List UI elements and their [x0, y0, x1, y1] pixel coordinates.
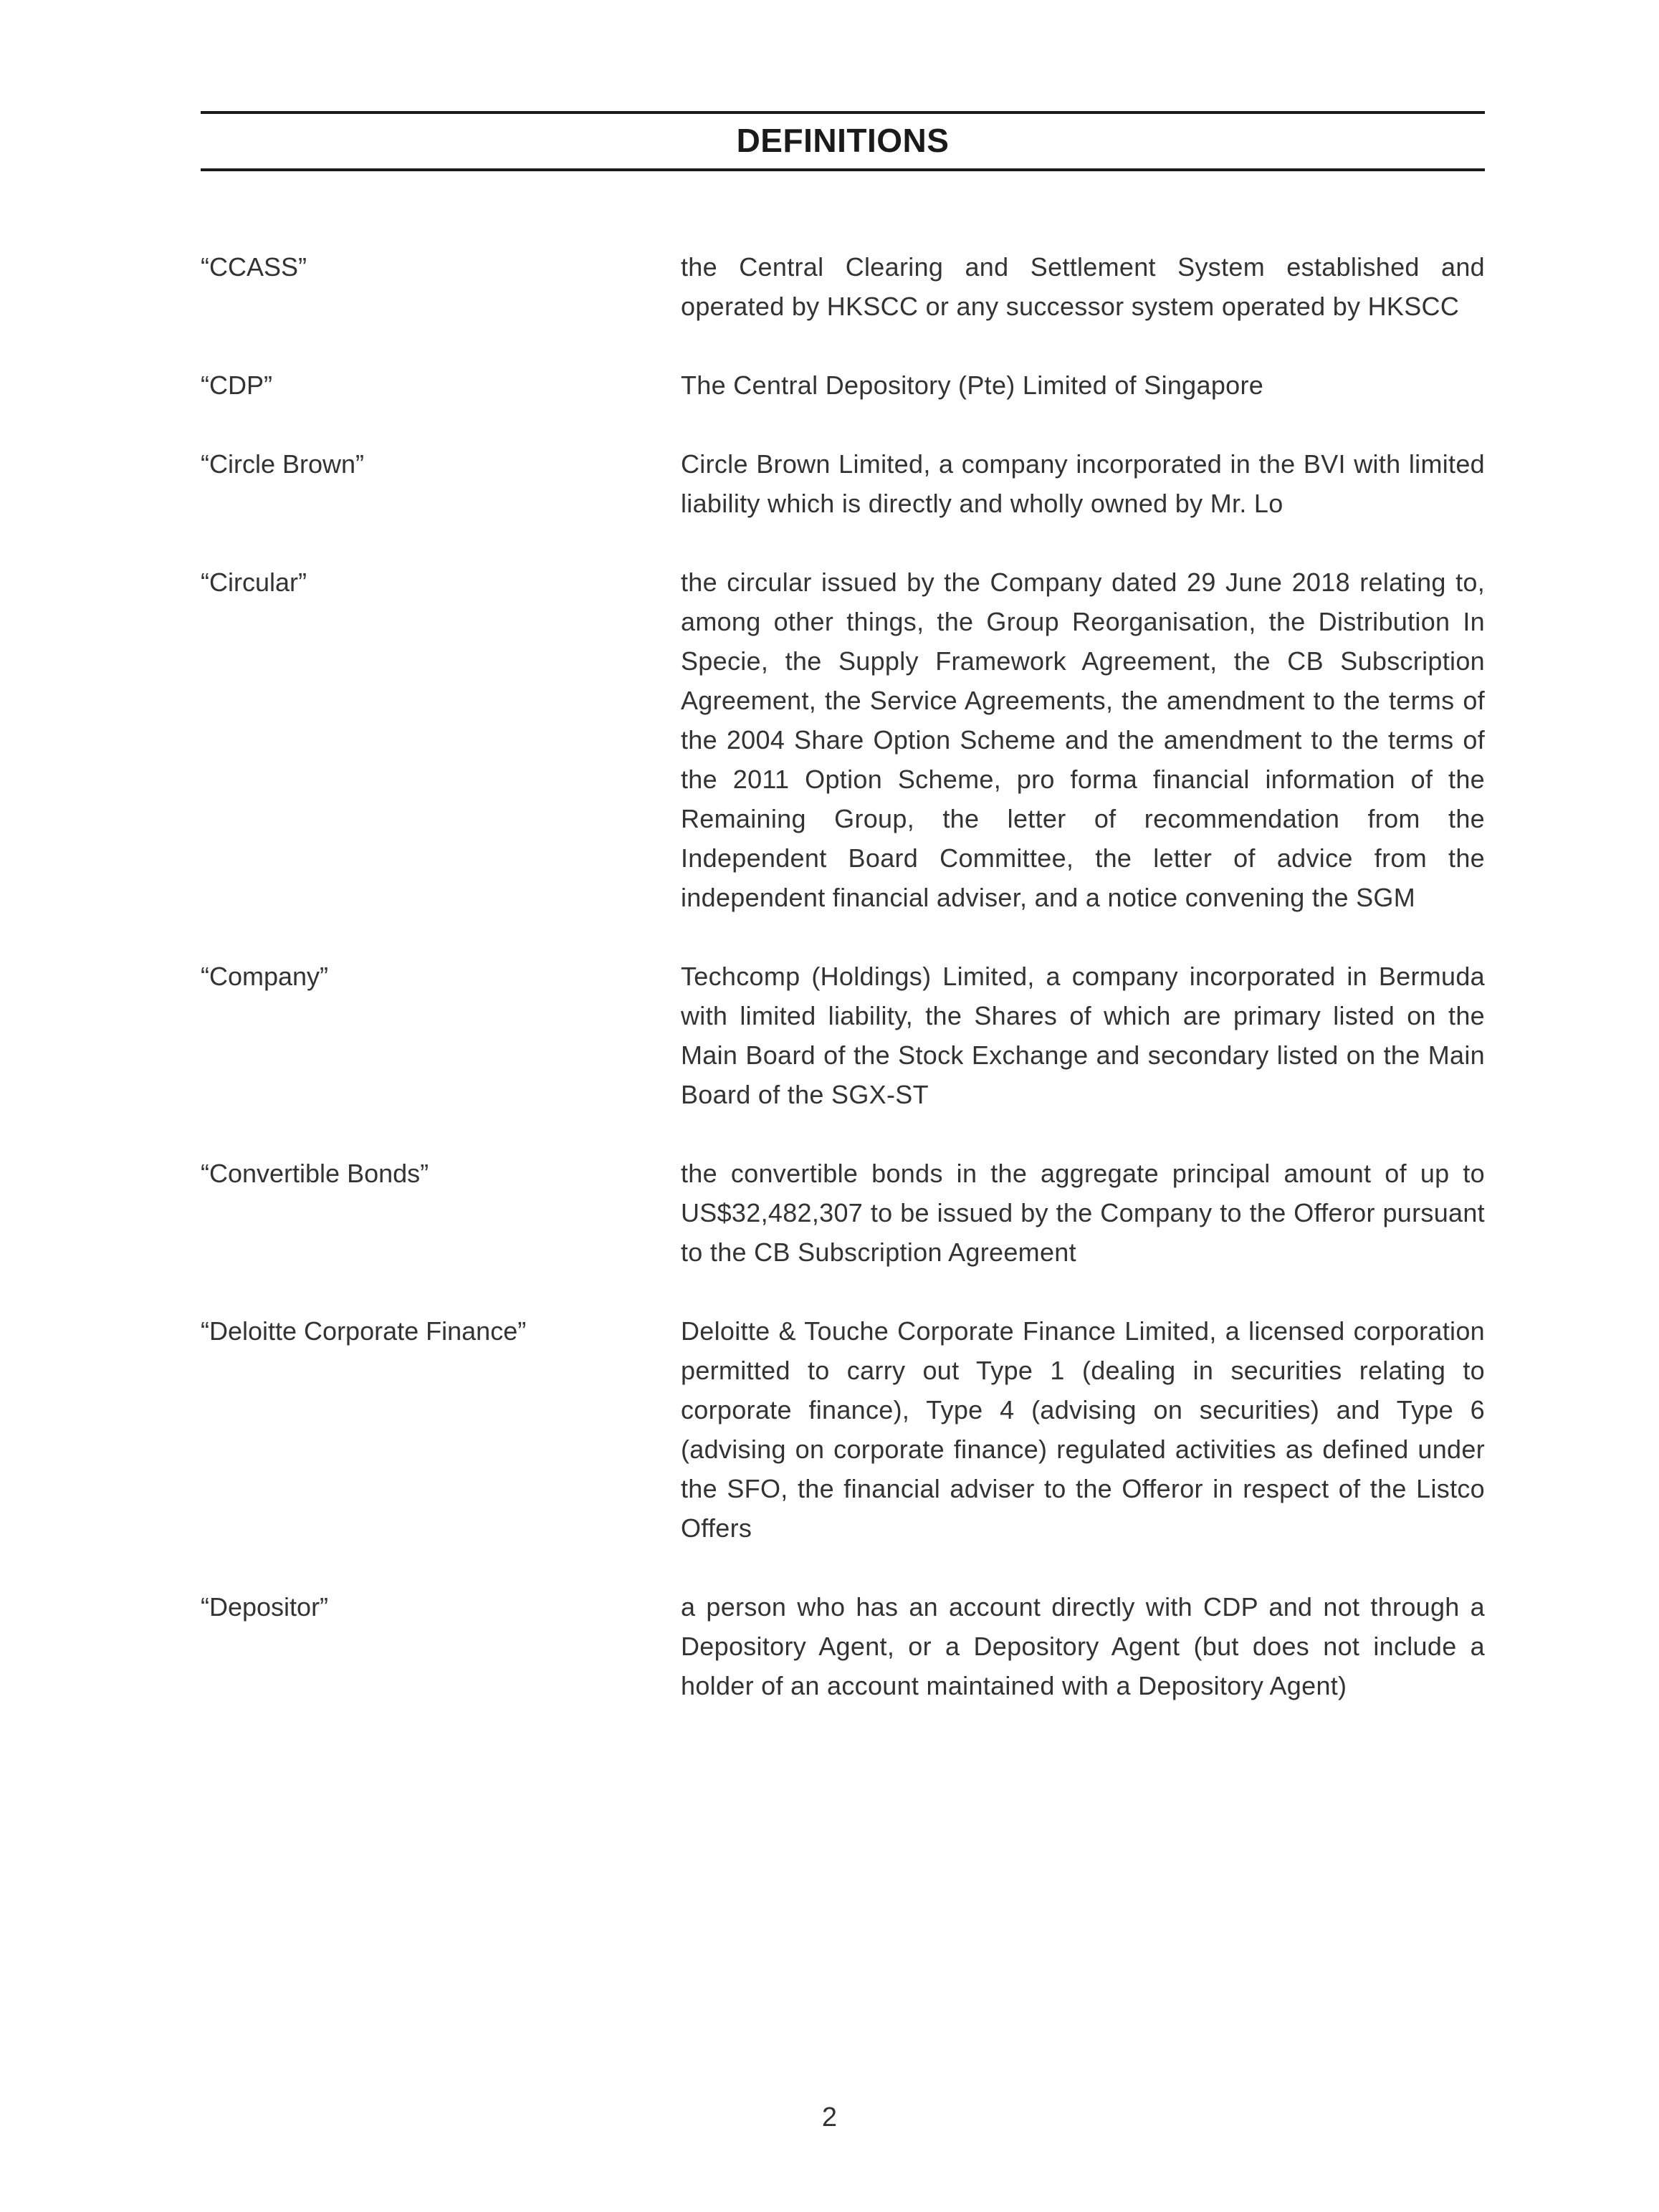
- page-number: 2: [821, 2102, 838, 2132]
- title-top-rule: [201, 111, 1485, 114]
- definition-term: “Depositor”: [201, 1592, 329, 1622]
- definition-text: the circular issued by the Company dated 29 June 2018 relating to, among other things, the Group Reorganisation, the Distribution In Specie, the Supply Framework Agreement, the CB Subscription Agreement, the Service Agreements, the amendment to the terms of the 2004 Share Option Scheme and the amendment to the terms of the 2011 Option Scheme, pro forma financial information of the Remaining Group, the letter of recommendation from the Independent Board Committee, the letter of advice from the independent financial adviser, and a notice convening the SGM: [681, 568, 1485, 912]
- definition-entry: [201, 1311, 1485, 1548]
- definition-text: Deloitte & Touche Corporate Finance Limited, a licensed corporation permitted to carry out Type 1 (dealing in securities relating to corporate finance), Type 4 (advising on securities) and Type 6 (advising on corporate finance) regulated activities as defined under the SFO, the financial adviser to the Offeror in respect of the Listco Offers: [681, 1316, 1485, 1543]
- definition-term: “CCASS”: [201, 252, 307, 282]
- definition-entry: [201, 1154, 1485, 1272]
- definition-text: Circle Brown Limited, a company incorporated in the BVI with limited liability which is directly and wholly owned by Mr. Lo: [681, 449, 1485, 518]
- definition-entry: [201, 247, 1485, 326]
- definition-term: “CDP”: [201, 370, 272, 400]
- definition-entry: [201, 562, 1485, 917]
- page-title: DEFINITIONS: [736, 122, 950, 159]
- definition-entry: [201, 1587, 1485, 1705]
- definition-term: “Circle Brown”: [201, 449, 365, 479]
- definition-text: The Central Depository (Pte) Limited of Singapore: [681, 370, 1264, 400]
- definition-entry: [201, 365, 1485, 405]
- definition-entry: [201, 957, 1485, 1114]
- definition-text: Techcomp (Holdings) Limited, a company incorporated in Bermuda with limited liability, the Shares of which are primary listed on the Main Board of the Stock Exchange and secondary listed on the Main Board of the SGX-ST: [681, 962, 1485, 1109]
- definition-text: a person who has an account directly with CDP and not through a Depository Agent, or a Depository Agent (but does not include a holder of an account maintained with a Depository Agent): [681, 1592, 1485, 1700]
- title-bottom-rule: [201, 168, 1485, 171]
- definition-term: “Circular”: [201, 568, 307, 597]
- definition-term: “Company”: [201, 962, 329, 991]
- definition-term: “Convertible Bonds”: [201, 1159, 429, 1188]
- definition-text: the Central Clearing and Settlement System established and operated by HKSCC or any successor system operated by HKSCC: [681, 252, 1485, 321]
- definition-entry: [201, 444, 1485, 523]
- definitions-list: [201, 247, 1485, 1745]
- definition-text: the convertible bonds in the aggregate principal amount of up to US$32,482,307 to be issued by the Company to the Offeror pursuant to the CB Subscription Agreement: [681, 1159, 1485, 1267]
- definition-term: “Deloitte Corporate Finance”: [201, 1316, 527, 1346]
